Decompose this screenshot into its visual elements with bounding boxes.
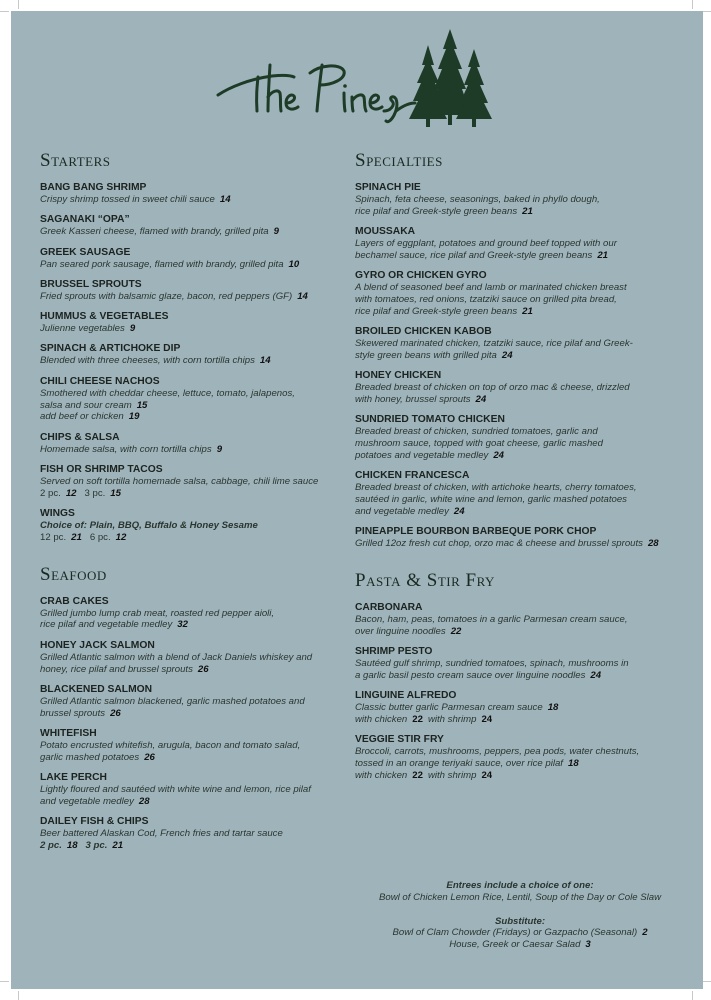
crop-mark (0, 981, 9, 982)
item-price: 12 (115, 531, 127, 543)
item-addon: with chicken (355, 713, 408, 725)
item-desc: Grilled 12oz fresh cut chop, orzo mac & cheese and brussel sprouts (355, 538, 643, 550)
item-name: PINEAPPLE BOURBON BARBEQUE PORK CHOP (355, 526, 597, 538)
item-desc: Skewered marinated chicken, tzatziki sauce, rice pilaf and Greek- (355, 338, 633, 350)
item-desc: Greek Kasseri cheese, flamed with brandy, grilled pita (40, 226, 269, 238)
menu-item (40, 728, 340, 764)
item-name: CHILI CHEESE NACHOS (40, 375, 160, 387)
item-price: 18 (547, 702, 559, 714)
menu-item (355, 370, 685, 406)
item-name: CHICKEN FRANCESCA (355, 470, 470, 482)
item-price: 21 (522, 205, 533, 217)
item-price: 28 (138, 795, 150, 807)
item-option: 3 pc. (84, 487, 106, 499)
menu-item (355, 470, 685, 517)
item-price: 26 (144, 751, 155, 763)
menu-item (40, 343, 340, 367)
item-desc: Julienne vegetables (40, 323, 125, 335)
item-price: 21 (597, 249, 608, 261)
item-name: BROILED CHICKEN KABOB (355, 326, 492, 338)
item-name: SHRIMP PESTO (355, 645, 433, 657)
menu-item (355, 226, 685, 262)
item-desc: Served on soft tortilla homemade salsa, cabbage, chili lime sauce (40, 475, 319, 487)
item-price: 18 (567, 757, 579, 769)
item-desc: a garlic basil pesto cream sauce over linguine noodles (355, 669, 586, 681)
item-desc: Sautéed gulf shrimp, sundried tomatoes, spinach, mushrooms in (355, 657, 629, 669)
item-desc: and vegetable medley (355, 505, 449, 517)
menu-item (40, 311, 340, 335)
right-column (355, 150, 685, 790)
item-desc: Blended with three cheeses, with corn tortilla chips (40, 355, 255, 367)
item-desc: potatoes and vegetable medley (355, 449, 489, 461)
item-name: SPINACH & ARTICHOKE DIP (40, 343, 181, 355)
item-price: 9 (216, 443, 223, 455)
item-desc: with tomatoes, red onions, tzatziki sauce on grilled pita bread, (355, 293, 617, 305)
section-title-specialties: Specialties (355, 150, 443, 171)
item-name: DAILEY FISH & CHIPS (40, 816, 149, 828)
substitute-price: 3 (585, 939, 591, 951)
item-name: SUNDRIED TOMATO CHICKEN (355, 414, 505, 426)
entrees-footnote (355, 880, 685, 951)
item-name: GREEK SAUSAGE (40, 246, 131, 258)
item-desc: honey, rice pilaf and brussel sprouts (40, 663, 193, 675)
menu-item (355, 734, 685, 781)
item-option: 12 pc. (40, 531, 67, 543)
item-price: 24 (453, 505, 465, 517)
menu-item (355, 690, 685, 726)
item-desc: with honey, brussel sprouts (355, 393, 471, 405)
item-addon: with shrimp (427, 769, 477, 781)
menu-item (355, 526, 685, 550)
menu-item (40, 816, 340, 852)
item-desc: Spinach, feta cheese, seasonings, baked in phyllo dough, (355, 194, 600, 205)
item-name: SAGANAKI “OPA” (40, 214, 130, 226)
item-desc: Choice of: Plain, BBQ, Buffalo & Honey Sesame (40, 520, 258, 532)
item-desc: Bacon, ham, peas, tomatoes in a garlic Parmesan cream sauce, (355, 613, 628, 625)
item-option: 6 pc. (89, 531, 111, 543)
item-desc: Homemade salsa, with corn tortilla chips (40, 443, 212, 455)
menu-item (40, 279, 340, 303)
crop-mark (18, 991, 19, 1000)
item-desc: sautéed in garlic, white wine and lemon, garlic mashed potatoes (355, 493, 627, 505)
item-name: BRUSSEL SPROUTS (40, 278, 142, 290)
item-price: 24 (475, 393, 487, 405)
crop-mark (692, 991, 693, 1000)
item-desc: salsa and sour cream (40, 399, 132, 411)
substitute-price: 2 (642, 927, 648, 939)
item-price: 22 (450, 625, 462, 637)
item-name: BLACKENED SALMON (40, 683, 153, 695)
item-price: 24 (501, 349, 513, 361)
menu-item (40, 508, 340, 544)
menu-item (355, 182, 685, 218)
crop-mark (0, 11, 9, 12)
item-desc: Potato encrusted whitefish, arugula, bacon and tomato salad, (40, 739, 301, 751)
item-name: FISH OR SHRIMP TACOS (40, 463, 163, 475)
crop-mark (702, 981, 711, 982)
item-name: LINGUINE ALFREDO (355, 690, 457, 702)
item-name: VEGGIE STIR FRY (355, 734, 444, 746)
item-name: WHITEFISH (40, 727, 97, 739)
menu-item (40, 432, 340, 456)
menu-item (40, 596, 340, 632)
item-price: 14 (259, 355, 271, 367)
section-title-pasta: Pasta & Stir Fry (355, 569, 495, 591)
item-desc: Breaded breast of chicken, sundried tomatoes, garlic and (355, 426, 598, 438)
item-option: 2 pc. (40, 487, 61, 499)
crop-mark (18, 0, 19, 9)
crop-mark (692, 0, 693, 9)
item-desc: Grilled Atlantic salmon with a blend of Jack Daniels whiskey and (40, 651, 313, 663)
item-name: BANG BANG SHRIMP (40, 182, 147, 193)
item-option: 3 pc. (85, 839, 108, 851)
item-price: 10 (288, 258, 300, 270)
item-desc: Pan seared pork sausage, flamed with brandy, grilled pita (40, 258, 284, 270)
menu-item (355, 602, 685, 638)
entrees-text: Bowl of Chicken Lemon Rice, Lentil, Soup of the Day or Cole Slaw (378, 891, 662, 903)
menu-item (355, 646, 685, 682)
item-desc: mushroom sauce, topped with goat cheese, garlic mashed (355, 438, 603, 450)
item-price: 24 (481, 713, 493, 725)
item-price: 21 (522, 305, 533, 317)
item-price: 26 (110, 707, 121, 719)
item-desc: bechamel sauce, rice pilaf and Greek-style green beans (355, 249, 593, 261)
item-desc: Smothered with cheddar cheese, lettuce, tomato, jalapenos, (40, 387, 295, 399)
item-desc: Beer battered Alaskan Cod, French fries and tartar sauce (40, 828, 283, 840)
crop-mark (702, 11, 711, 12)
item-desc: A blend of seasoned beef and lamb or marinated chicken breast (355, 282, 627, 294)
item-option: 2 pc. (40, 839, 62, 851)
menu-item (40, 182, 340, 206)
menu-item (40, 684, 340, 720)
item-price: 15 (136, 399, 148, 411)
menu-item (40, 640, 340, 676)
item-desc: Broccoli, carrots, mushrooms, peppers, pea pods, water chestnuts, (355, 746, 640, 758)
item-desc: rice pilaf and Greek-style green beans (355, 305, 518, 317)
item-price: 28 (647, 538, 659, 550)
item-desc: style green beans with grilled pita (355, 349, 497, 361)
menu-item (355, 414, 685, 461)
menu-item (40, 376, 340, 423)
item-price: 12 (65, 487, 77, 499)
menu-item (40, 247, 340, 271)
item-price: 14 (219, 194, 231, 205)
menu-item (355, 270, 685, 317)
item-price: 22 (412, 713, 423, 725)
item-desc: Classic butter garlic Parmesan cream sauce (355, 702, 543, 714)
item-name: WINGS (40, 508, 75, 520)
item-desc: over linguine noodles (355, 625, 446, 637)
item-desc: Layers of eggplant, potatoes and ground beef topped with our (355, 238, 617, 250)
item-desc: Crispy shrimp tossed in sweet chili sauce (40, 194, 215, 205)
item-name: LAKE PERCH (40, 772, 107, 784)
item-addon: with shrimp (427, 713, 477, 725)
item-desc: Fried sprouts with balsamic glaze, bacon, red peppers (GF) (40, 290, 293, 302)
item-name: CHIPS & SALSA (40, 431, 120, 443)
item-price: 21 (71, 531, 82, 543)
item-name: HONEY CHICKEN (355, 370, 442, 382)
item-price: 24 (481, 769, 493, 781)
menu-item (40, 464, 340, 500)
item-name: HONEY JACK SALMON (40, 639, 155, 651)
item-desc: Breaded breast of chicken, with artichoke hearts, cherry tomatoes, (355, 482, 637, 494)
menu-item (355, 326, 685, 362)
item-price: 21 (112, 839, 124, 851)
substitute-text: House, Greek or Caesar Salad (449, 939, 581, 951)
item-name: CARBONARA (355, 601, 423, 613)
left-column (40, 150, 340, 860)
entrees-heading: Entrees include a choice of one: (446, 880, 594, 891)
item-price: 32 (177, 619, 188, 631)
item-price: 18 (66, 839, 78, 851)
item-desc: rice pilaf and Greek-style green beans (355, 205, 518, 217)
item-price: 9 (273, 226, 279, 238)
the-pines-logo-icon (210, 25, 500, 130)
item-price: 26 (197, 663, 209, 675)
item-price: 24 (590, 669, 602, 681)
logo (210, 25, 500, 130)
item-desc: Grilled Atlantic salmon blackened, garlic mashed potatoes and (40, 695, 305, 707)
item-name: HUMMUS & VEGETABLES (40, 311, 169, 323)
substitute-heading: Substitute: (494, 915, 546, 927)
item-name: SPINACH PIE (355, 182, 421, 193)
item-desc: rice pilaf and vegetable medley (40, 619, 173, 631)
section-title-seafood: Seafood (40, 563, 107, 585)
item-addon-price: 19 (128, 411, 140, 423)
section-title-starters: Starters (40, 150, 111, 171)
menu-item (40, 772, 340, 808)
item-price: 15 (110, 487, 121, 499)
item-desc: and vegetable medley (40, 795, 134, 807)
item-desc: brussel sprouts (40, 707, 106, 719)
menu-item (40, 214, 340, 238)
item-price: 22 (412, 769, 423, 781)
item-desc: Breaded breast of chicken on top of orzo mac & cheese, drizzled (355, 382, 630, 394)
item-name: GYRO OR CHICKEN GYRO (355, 270, 487, 282)
item-desc: garlic mashed potatoes (40, 751, 140, 763)
item-price: 14 (297, 290, 308, 302)
item-price: 24 (493, 449, 505, 461)
item-desc: Grilled jumbo lump crab meat, roasted red pepper aioli, (40, 607, 275, 619)
item-name: MOUSSAKA (355, 226, 416, 238)
item-price: 9 (129, 323, 136, 335)
item-addon: with chicken (355, 769, 408, 781)
item-addon: add beef or chicken (40, 411, 124, 423)
item-name: CRAB CAKES (40, 595, 109, 607)
item-desc: tossed in an orange teriyaki sauce, over rice pilaf (355, 757, 563, 769)
substitute-text: Bowl of Clam Chowder (Fridays) or Gazpacho (Seasonal) (392, 927, 638, 939)
item-desc: Lightly floured and sautéed with white wine and lemon, rice pilaf (40, 784, 311, 796)
